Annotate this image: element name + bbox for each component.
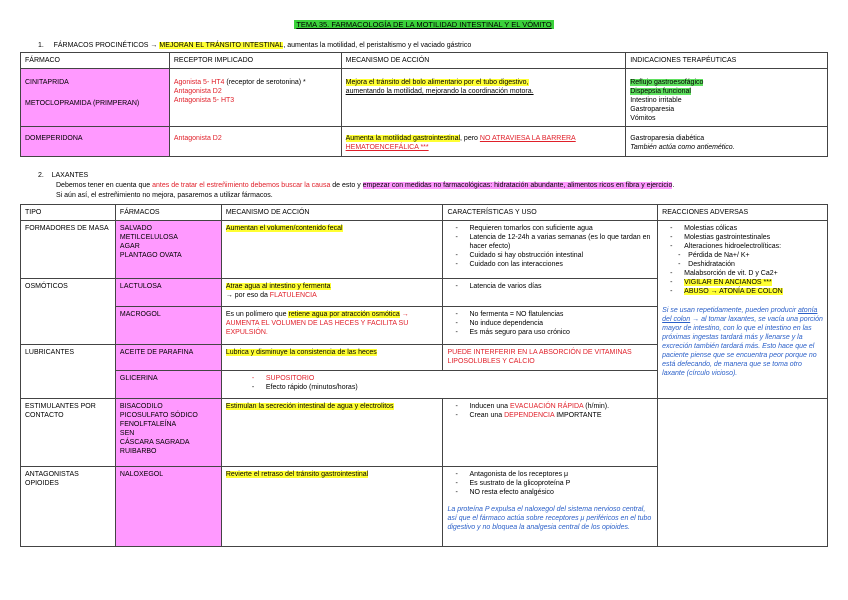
mechanism-cell: Aumentan el volumen/contenido fecal xyxy=(221,221,443,279)
adverse-note: Si se usan repetidamente, pueden producir atonía del colon → al tomar laxantes, se vacía una porción mayor de intestino, con lo que el intestino en las próximas ingestas tardará más y llenarse y la excreción también tardará más. Esto hace que el paciente piense que se encuentra peor porque no está defecando, de manera que se toma otro laxante (círculo vicioso). xyxy=(662,307,823,377)
section-2-heading: 2. LAXANTES xyxy=(38,172,89,179)
features-cell: - Antagonista de los receptores μ - Es sustrato de la glicoproteína P - NO resta efecto analgésico La proteína P expulsa el naloxegol del sistema nervioso central, así que el fármaco actúa sobre receptores μ periféricos en el tubo digestivo y no bloquea la analgesia central de los opioides. xyxy=(443,467,658,547)
laxatives-table xyxy=(20,204,828,547)
type-cell: ESTIMULANTES POR CONTACTO xyxy=(21,399,116,467)
features-cell: - Inducen una EVACUACIÓN RÁPIDA (h/min). - Crean una DEPENDENCIA IMPORTANTE xyxy=(443,399,658,467)
col-header: FÁRMACO xyxy=(21,53,170,69)
drug-cell: DOMEPERIDONA xyxy=(21,127,170,157)
col-header: RECEPTOR IMPLICADO xyxy=(169,53,341,69)
features-cell: - No fermenta = NO flatulencias - No induce dependencia - Es más seguro para uso crónico xyxy=(443,307,658,345)
table-row xyxy=(21,221,828,279)
receptor-cell: Antagonista D2 xyxy=(169,127,341,157)
features-cell: - SUPOSITORIO - Efecto rápido (minutos/horas) xyxy=(221,371,657,399)
col-header: TIPO xyxy=(21,205,116,221)
col-header: FÁRMACOS xyxy=(115,205,221,221)
col-header: MECANISMO DE ACCIÓN xyxy=(221,205,443,221)
drugs-cell: ACEITE DE PARAFINA xyxy=(115,345,221,371)
section-2-para: Si aún así, el estreñimiento no mejora, pasaremos a utilizar fármacos. xyxy=(56,192,273,199)
col-header: REACCIONES ADVERSAS xyxy=(658,205,828,221)
drugs-cell: MACROGOL xyxy=(115,307,221,345)
mechanism-cell: Atrae agua al intestino y fermenta → por eso da FLATULENCIA xyxy=(221,279,443,307)
drug-cell: CINITAPRIDA METOCLOPRAMIDA (PRIMPERAN) xyxy=(21,69,170,127)
mechanism-cell: Lubrica y disminuye la consistencia de las heces xyxy=(221,345,443,371)
drugs-cell: SALVADO METILCELULOSA AGAR PLANTAGO OVATA xyxy=(115,221,221,279)
table-row xyxy=(21,69,828,127)
type-cell: OSMÓTICOS xyxy=(21,279,116,345)
col-header: INDICACIONES TERAPÉUTICAS xyxy=(626,53,828,69)
type-cell: LUBRICANTES xyxy=(21,345,116,399)
table-header-row xyxy=(21,53,828,69)
type-cell: ANTAGONISTAS OPIOIDES xyxy=(21,467,116,547)
naloxegol-note: La proteína P expulsa el naloxegol del sistema nervioso central, así que el fármaco actúa sobre receptores μ periféricos en el tubo digestivo y no bloquea la analgesia central de los opioides. xyxy=(447,506,652,531)
section-2-para: Debemos tener en cuenta que antes de tratar el estreñimiento debemos buscar la causa de esto y empezar con medidas no farmacológicas: hidratación abundante, alimentos ricos en fibra y ejercicio. xyxy=(56,182,675,189)
drugs-cell: BISACODILO PICOSULFATO SÓDICO FENOLFTALEÍNA SEN CÁSCARA SAGRADA RUIBARBO xyxy=(115,399,221,467)
prokinetics-table xyxy=(20,52,828,157)
mechanism-cell: Mejora el tránsito del bolo alimentario por el tubo digestivo, aumentando la motilidad, mejorando la coordinación motora. xyxy=(341,69,626,127)
mechanism-cell: Estimulan la secreción intestinal de agua y electrolitos xyxy=(221,399,443,467)
adverse-empty xyxy=(658,399,828,547)
mechanism-cell: Aumenta la motilidad gastrointestinal, pero NO ATRAVIESA LA BARRERA HEMATOENCEFÁLICA *** xyxy=(341,127,626,157)
features-cell: - Requieren tomarlos con suficiente agua - Latencia de 12-24h a varias semanas (es lo que tardan en hacer efecto) - Cuidado si hay obstrucción intestinal - Cuidado con las interacciones xyxy=(443,221,658,279)
drugs-cell: NALOXEGOL xyxy=(115,467,221,547)
section-1-heading: 1. FÁRMACOS PROCINÉTICOS → MEJORAN EL TRÁNSITO INTESTINAL, aumentas la motilidad, el peristaltismo y el vaciado gástrico xyxy=(38,42,472,49)
mechanism-cell: Revierte el retraso del tránsito gastrointestinal xyxy=(221,467,443,547)
table-row xyxy=(21,127,828,157)
table-row xyxy=(21,399,828,467)
drugs-cell: GLICERINA xyxy=(115,371,221,399)
section-2 xyxy=(38,171,828,201)
mechanism-cell: Es un polímero que retiene agua por atracción osmótica → AUMENTA EL VOLUMEN DE LAS HECES Y FACILITA SU EXPULSIÓN. xyxy=(221,307,443,345)
receptor-cell: Agonista 5- HT4 (receptor de serotonina) * Antagonista D2 Antagonista 5- HT3 xyxy=(169,69,341,127)
type-cell: FORMADORES DE MASA xyxy=(21,221,116,279)
col-header: CARACTERÍSTICAS Y USO xyxy=(443,205,658,221)
page-title: TEMA 35. FARMACOLOGÍA DE LA MOTILIDAD INTESTINAL Y EL VÓMITO xyxy=(296,20,552,29)
features-cell: PUEDE INTERFERIR EN LA ABSORCIÓN DE VITAMINAS LIPOSOLUBLES Y CALCIO xyxy=(443,345,658,371)
indications-cell: Reflujo gastroesofágico Dispepsia funcional Intestino irritable Gastroparesia Vómitos xyxy=(626,69,828,127)
table-header-row xyxy=(21,205,828,221)
features-cell: - Latencia de varios días xyxy=(443,279,658,307)
drugs-cell: LACTULOSA xyxy=(115,279,221,307)
col-header: MECANISMO DE ACCIÓN xyxy=(341,53,626,69)
adverse-reactions-cell: - Molestias cólicas - Molestias gastrointestinales - Alteraciones hidroelectrolíticas: - Pérdida de Na+/ K+ - Deshidratación - Malabsorción de vit. D y Ca2+ - VIGILAR EN ANCIANOS *** - ABUSO → ATONÍA DE COLON Si se usan repetidamente, pueden producir atonía del colon → al tomar laxantes, se vacía una porción mayor de intestino, con lo que el intestino en las próximas ingestas tardará más y llenarse y la excreción también tardará más. Esto hace que el paciente piense que se encuentra peor porque no está defecando, de manera que se toma otro laxante (círculo vicioso). xyxy=(658,221,828,399)
indications-cell: Gastroparesia diabética También actúa como antiemético. xyxy=(626,127,828,157)
